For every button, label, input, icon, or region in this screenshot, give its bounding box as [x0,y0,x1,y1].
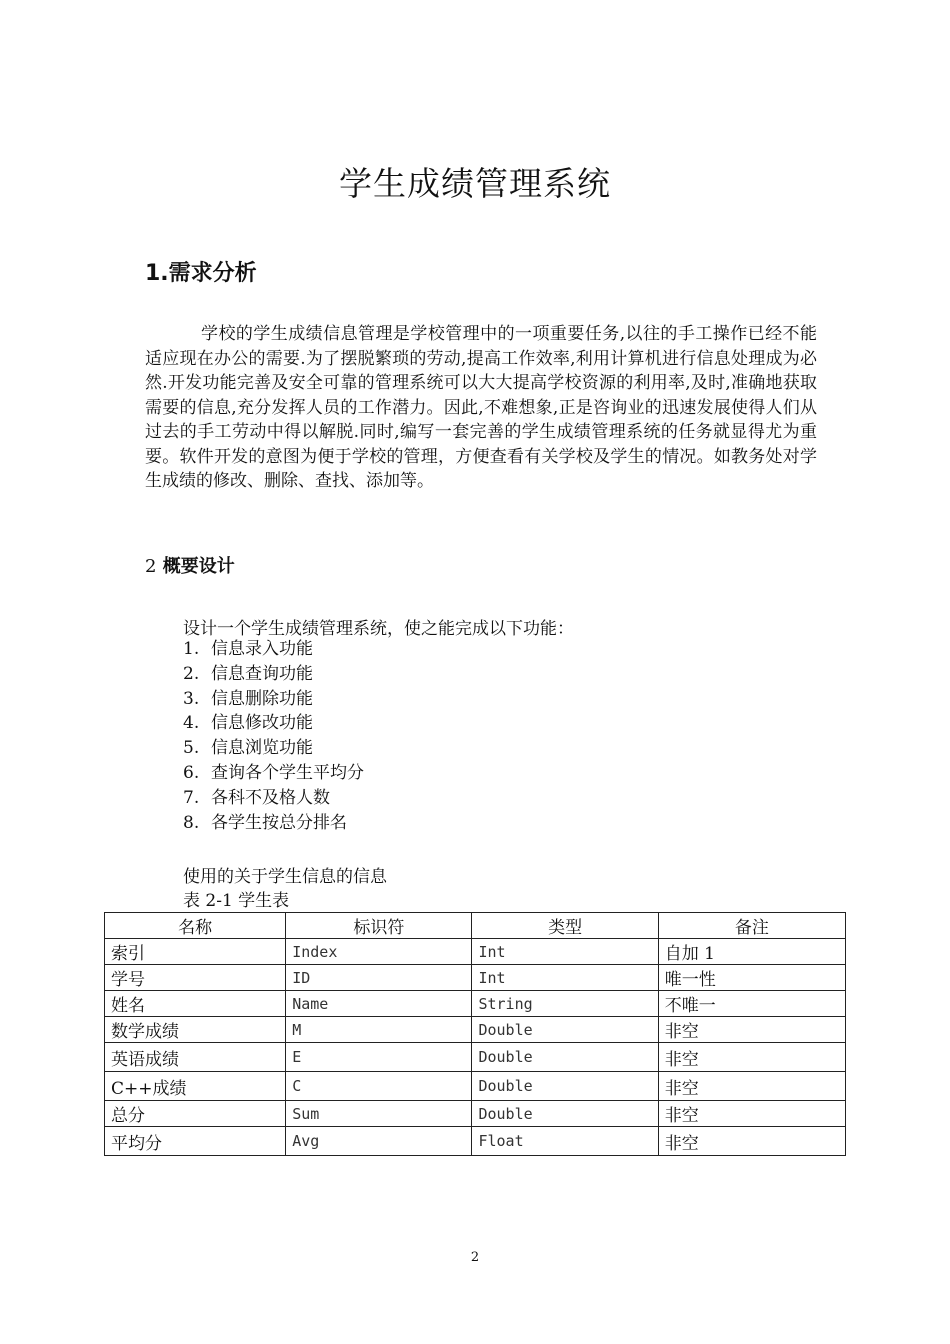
table-cell: String [472,991,658,1017]
table-cell: 总分 [105,1101,286,1127]
table-cell: E [286,1043,472,1072]
list-item: 3. 信息删除功能 [183,688,313,709]
table-cell: Float [472,1127,658,1156]
table-row [105,1127,846,1156]
table-cell: 唯一性 [658,965,845,991]
function-list [183,637,364,835]
table-cell: Avg [286,1127,472,1156]
table-cell: 不唯一 [658,991,845,1017]
table-cell: Sum [286,1101,472,1127]
list-item: 7. 各科不及格人数 [183,787,330,808]
table-cell: 非空 [658,1072,845,1101]
table-cell: Double [472,1072,658,1101]
table-cell: Double [472,1101,658,1127]
column-header: 标识符 [286,913,472,939]
list-item: 6. 查询各个学生平均分 [183,762,364,783]
section-2-title: 概要设计 [162,556,235,577]
table-cell: ID [286,965,472,991]
table-row [105,1043,846,1072]
table-row [105,1101,846,1127]
table-cell: M [286,1017,472,1043]
table-row [105,1072,846,1101]
table-cell: 非空 [658,1017,845,1043]
list-item: 8. 各学生按总分排名 [183,812,347,833]
table-cell: 平均分 [105,1127,286,1156]
list-item: 4. 信息修改功能 [183,713,313,734]
table-row [105,1017,846,1043]
table-cell: 非空 [658,1043,845,1072]
table-cell: Index [286,939,472,965]
table-cell: Int [472,965,658,991]
requirements-paragraph: 学校的学生成绩信息管理是学校管理中的一项重要任务,以往的手工操作已经不能适应现在办公的需要.为了摆脱繁琐的劳动,提高工作效率,利用计算机进行信息处理成为必然.开发功能完善及安全可靠的管理系统可以大大提高学校资源的利用率,及时,准确地获取需要的信息,充分发挥人员的工作潜力。因此,不难想象,正是咨询业的迅速发展使得人们从过去的手工劳动中得以解脱.同时,编写一套完善的学生成绩管理系统的任务就显得尤为重要。软件开发的意图为便于学校的管理，方便查看有关学校及学生的情况。如教务处对学生成绩的修改、删除、查找、添加等。 [145,324,817,491]
list-item: 5. 信息浏览功能 [183,738,313,759]
table-cell: 非空 [658,1101,845,1127]
section-2-heading [145,552,235,578]
table-cell: Name [286,991,472,1017]
section-2-number: 2 [145,556,157,577]
table-cell: 非空 [658,1127,845,1156]
column-header: 名称 [105,913,286,939]
table-row [105,939,846,965]
document-title: 学生成绩管理系统 [339,164,611,203]
table-row [105,965,846,991]
table-cell: 学号 [105,965,286,991]
table-cell: C++成绩 [105,1072,286,1101]
student-table [104,912,846,1156]
table-cell: 英语成绩 [105,1043,286,1072]
page-number: 2 [470,1250,480,1265]
table-cell: Double [472,1017,658,1043]
table-row [105,991,846,1017]
table-cell: 索引 [105,939,286,965]
list-item: 1. 信息录入功能 [183,639,313,659]
list-item: 2. 信息查询功能 [183,663,313,684]
table-cell: C [286,1072,472,1101]
table-cell: Int [472,939,658,965]
table-intro: 使用的关于学生信息的信息 [183,867,387,887]
table-cell: Double [472,1043,658,1072]
table-caption: 表 2-1 学生表 [183,891,290,911]
table-cell: 自加 1 [658,939,845,965]
table-cell: 数学成绩 [105,1017,286,1043]
functions-intro: 设计一个学生成绩管理系统，使之能完成以下功能： [183,619,574,639]
table-cell: 姓名 [105,991,286,1017]
column-header: 类型 [472,913,658,939]
column-header: 备注 [658,913,845,939]
table-header-row [105,913,846,939]
section-1-heading: 1.需求分析 [145,261,257,286]
